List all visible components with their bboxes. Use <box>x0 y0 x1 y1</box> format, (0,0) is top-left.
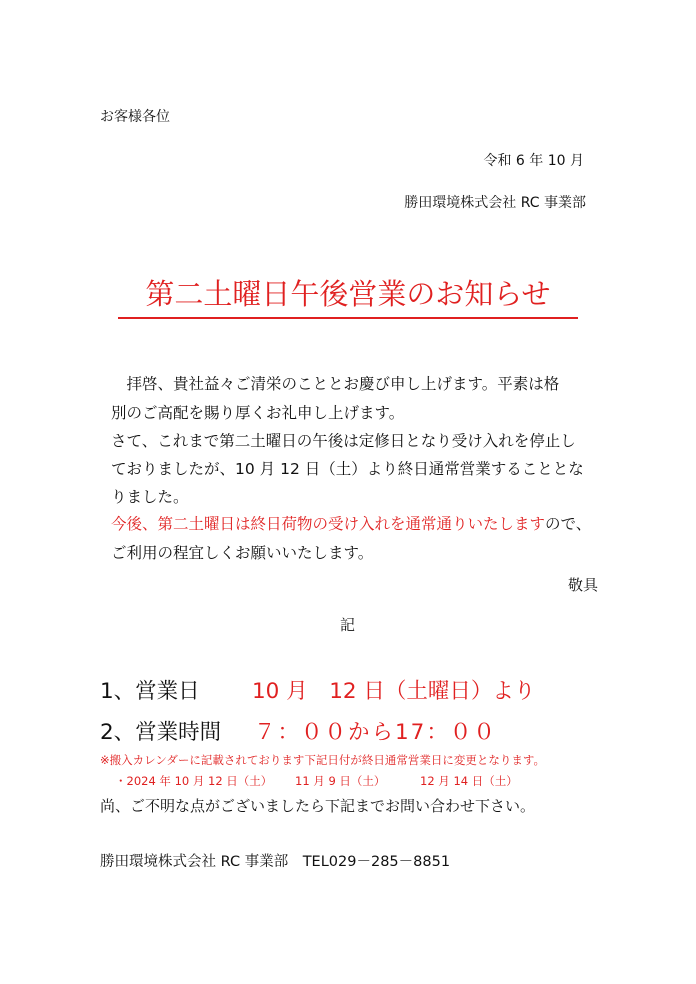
page-title: 第二土曜日午後営業のお知らせ <box>145 277 551 311</box>
contact-footer: 勝田環境株式会社 RC 事業部 TEL029－285－8851 <box>100 854 451 870</box>
body-line-text: 拝啓、貴社益々ご清栄のこととお慶び申し上げます。平素は格 <box>126 375 560 393</box>
business-days-item <box>100 674 536 705</box>
item-label: 1、営業日 <box>100 679 200 704</box>
closing-salutation: 敬具 <box>567 576 598 594</box>
body-line: 別のご高配を賜り厚くお礼申し上げます。 <box>111 404 405 422</box>
changed-date: 12 月 14 日（土） <box>420 774 518 788</box>
business-hours-item <box>100 715 497 746</box>
sender-company: 勝田環境株式会社 RC 事業部 <box>404 195 586 211</box>
item-value: ７：００から17：００ <box>254 720 497 745</box>
body-line <box>111 372 651 394</box>
body-line: ご利用の程宜しくお願いいたします。 <box>111 544 374 562</box>
body-line-tail: ので、 <box>545 515 592 533</box>
changed-date: ・2024 年 10 月 12 日（土） <box>115 774 273 788</box>
item-label: 2、営業時間 <box>100 720 222 745</box>
document-date: 令和 6 年 10 月 <box>483 153 584 169</box>
title-underline <box>118 317 578 319</box>
body-line-highlight <box>111 512 651 534</box>
item-value: 10 月 12 日（土曜日）より <box>252 679 536 704</box>
addressee: お客様各位 <box>100 109 170 125</box>
body-line: さて、これまで第二土曜日の午後は定修日となり受け入れを停止し <box>111 432 576 450</box>
body-line: りました。 <box>111 488 189 506</box>
ki-heading: 記 <box>340 616 356 634</box>
highlight-text: 今後、第二土曜日は終日荷物の受け入れを通常通りいたします <box>111 515 546 533</box>
inquiry-note: 尚、ご不明な点がございましたら下記までお問い合わせ下さい。 <box>100 797 536 815</box>
calendar-notice: ※搬入カレンダーに記載されております下記日付が終日通常営業日に変更となります。 <box>100 753 545 767</box>
body-line: ておりましたが、10 月 12 日（土）より終日通常営業することとな <box>111 460 584 478</box>
changed-date: 11 月 9 日（土） <box>295 774 386 788</box>
